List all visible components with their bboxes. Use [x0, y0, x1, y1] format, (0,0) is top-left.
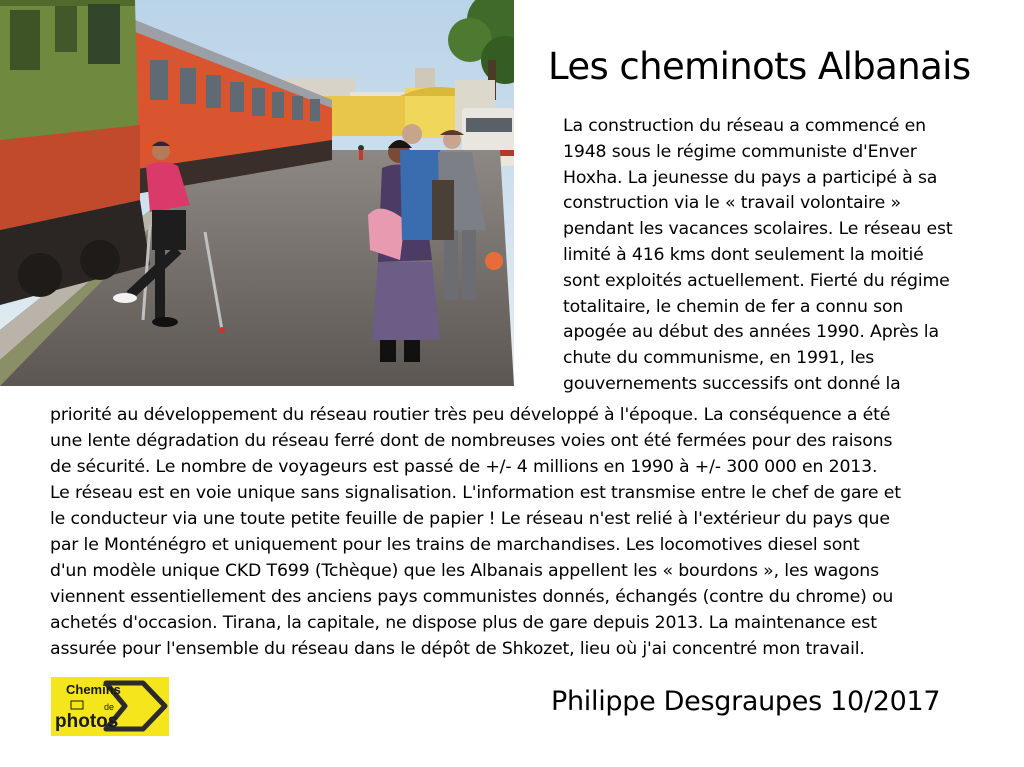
text-line: 1948 sous le régime communiste d'Enver — [563, 142, 917, 162]
logo-word-de: de — [104, 702, 115, 712]
locomotive — [0, 0, 150, 305]
text-line: par le Monténégro et uniquement pour les trains de marchandises. Les locomotives diesel sont — [50, 535, 860, 555]
text-line: construction via le « travail volontaire » — [563, 193, 901, 213]
logo-word-photos: photos — [55, 711, 119, 732]
text-line: Hoxha. La jeunesse du pays a participé à sa — [563, 168, 938, 188]
text-line: achetés d'occasion. Tirana, la capitale, ne dispose plus de gare depuis 2013. La maintenance est — [50, 613, 877, 633]
text-line: pendant les vacances scolaires. Le réseau est — [563, 219, 953, 239]
logo-word-chemins: Chemins — [66, 682, 121, 697]
chemins-de-photos-logo — [51, 677, 169, 736]
text-line: La construction du réseau a commencé en — [563, 116, 926, 136]
railway-platform-photo — [0, 0, 514, 386]
document-title: Les cheminots Albanais — [548, 45, 971, 88]
text-line: gouvernements successifs ont donné la — [563, 374, 901, 394]
text-line: apogée au début des années 1990. Après la — [563, 322, 939, 342]
text-line: assurée pour l'ensemble du réseau dans le dépôt de Shkozet, lieu où j'ai concentré mon travail. — [50, 639, 865, 659]
text-line: de sécurité. Le nombre de voyageurs est passé de +/- 4 millions en 1990 à +/- 300 000 en 2013. — [50, 457, 878, 477]
text-line: d'un modèle unique CKD T699 (Tchèque) que les Albanais appellent les « bourdons », les wagons — [50, 561, 879, 581]
text-line: viennent essentiellement des anciens pays communistes donnés, échangés (contre du chrome) ou — [50, 587, 894, 607]
text-line: totalitaire, le chemin de fer a connu son — [563, 297, 904, 317]
text-line: limité à 416 kms dont seulement la moitié — [563, 245, 924, 265]
author-signature: Philippe Desgraupes 10/2017 — [551, 686, 941, 717]
text-line: Le réseau est en voie unique sans signalisation. L'information est transmise entre le chef de gare et — [50, 483, 901, 503]
text-line: le conducteur via une toute petite feuille de papier ! Le réseau n'est relié à l'extérieur du pays que — [50, 509, 890, 529]
logo-graphic — [51, 677, 169, 736]
text-line: une lente dégradation du réseau ferré dont de nombreuses voies ont été fermées pour des raisons — [50, 431, 893, 451]
text-line: priorité au développement du réseau routier très peu développé à l'époque. La conséquence a été — [50, 405, 891, 425]
text-line: chute du communisme, en 1991, les — [563, 348, 875, 368]
photo-illustration — [0, 0, 514, 386]
text-line: sont exploités actuellement. Fierté du régime — [563, 271, 950, 291]
